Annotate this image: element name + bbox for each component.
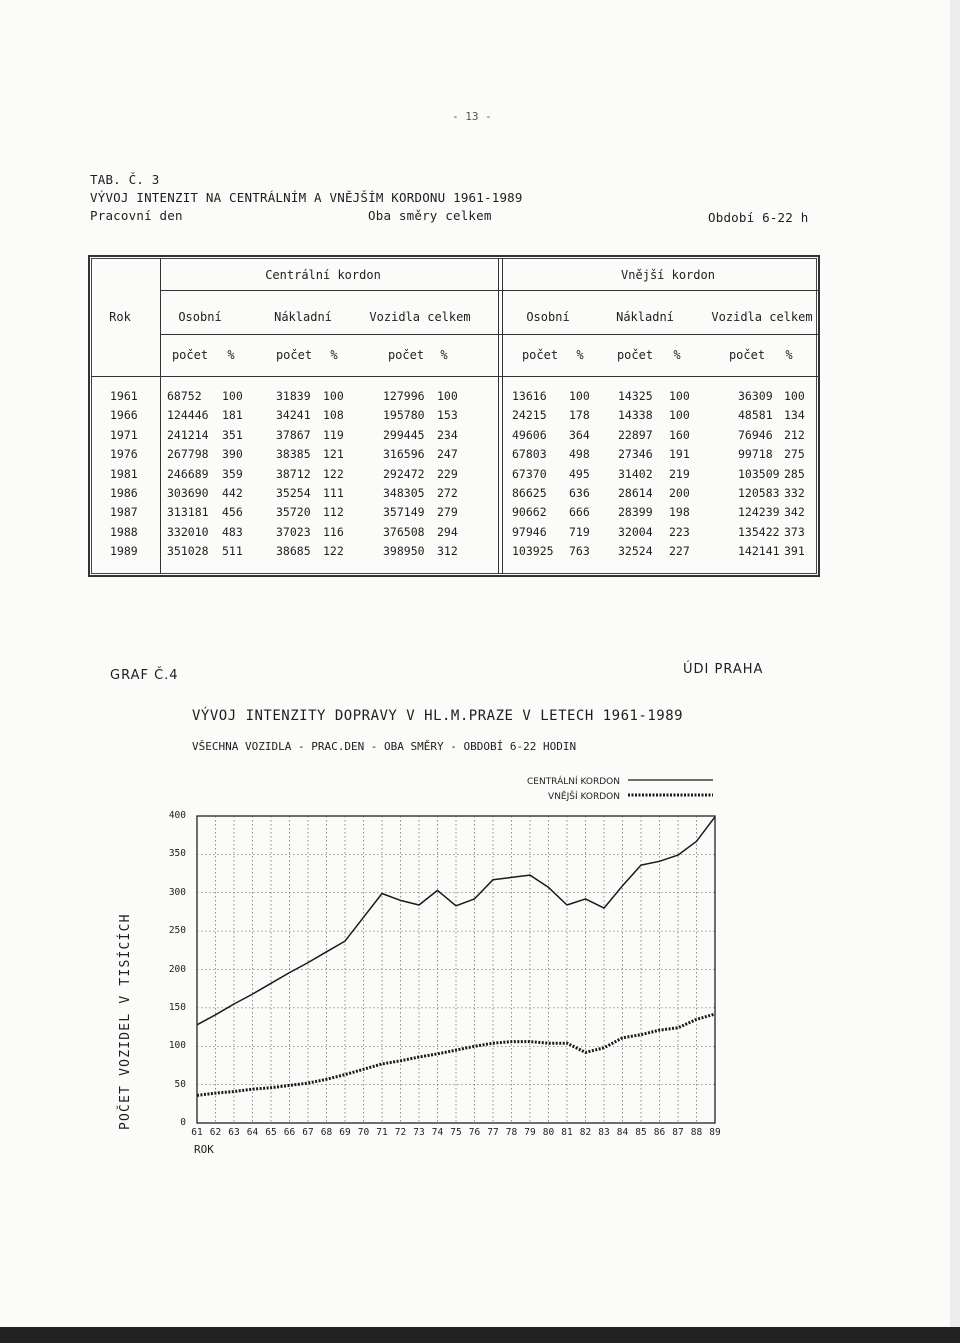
table-cell: 285 <box>784 466 805 481</box>
table-cell: 181 <box>222 408 243 423</box>
table-cell: 351028 <box>167 544 209 559</box>
y-tick-label: 250 <box>168 925 186 937</box>
table-cell: 153 <box>437 408 458 423</box>
x-tick-label: 66 <box>283 1127 296 1138</box>
table-cell: 28614 <box>618 486 653 500</box>
directions: Oba směry celkem <box>368 208 492 223</box>
table-cell: 24215 <box>512 408 547 423</box>
table-cell: 97946 <box>512 524 547 539</box>
x-tick-label: 80 <box>542 1127 555 1138</box>
row-year: 1976 <box>110 447 138 462</box>
table-cell: 219 <box>669 466 690 481</box>
x-tick-label: 85 <box>635 1127 647 1138</box>
row-year: 1966 <box>110 408 138 423</box>
subheader-pocet: počet <box>728 348 766 362</box>
table-cell: 31402 <box>618 466 653 481</box>
row-year: 1987 <box>110 505 138 520</box>
scan-bottom-edge <box>0 1327 960 1343</box>
table-cell: 292472 <box>383 466 425 481</box>
table-cell: 14338 <box>618 408 653 423</box>
table-cell: 391 <box>784 544 805 559</box>
table-cell: 48581 <box>738 408 773 423</box>
table-cell: 191 <box>669 447 690 462</box>
table-cell: 124239 <box>738 505 780 520</box>
table-cell: 68752 <box>167 389 202 403</box>
table-divider <box>160 258 161 574</box>
table-cell: 495 <box>569 466 590 481</box>
table-cell: 120583 <box>738 486 780 500</box>
x-tick-label: 81 <box>561 1127 573 1138</box>
x-axis-label: ROK <box>194 1143 214 1156</box>
table-cell: 279 <box>437 505 458 520</box>
header-outer-kordon: Vnější kordon <box>621 268 715 282</box>
table-divider <box>498 258 499 574</box>
x-tick-label: 76 <box>468 1127 481 1138</box>
series-line-centralni-kordon <box>197 817 715 1025</box>
row-year: 1971 <box>110 427 138 442</box>
x-tick-label: 70 <box>357 1127 370 1138</box>
table-cell: 332 <box>784 486 805 500</box>
x-tick-label: 62 <box>209 1127 222 1138</box>
table-cell: 483 <box>222 524 243 539</box>
table-cell: 13616 <box>512 389 547 403</box>
table-cell: 103509 <box>738 466 780 481</box>
row-year: 1988 <box>110 524 138 539</box>
table-cell: 511 <box>222 544 243 559</box>
table-cell: 28399 <box>618 505 653 520</box>
x-tick-label: 89 <box>709 1127 721 1138</box>
graph-title: VÝVOJ INTENZITY DOPRAVY V HL.M.PRAZE V LETECH 1961-1989 <box>192 708 684 724</box>
x-tick-label: 68 <box>320 1127 333 1138</box>
header-osobni: Osobní <box>526 310 570 324</box>
header-vozidla: Vozidla celkem <box>711 310 813 324</box>
x-tick-label: 88 <box>690 1127 703 1138</box>
scan-edge <box>950 0 960 1343</box>
table-cell: 37867 <box>276 427 311 442</box>
table-cell: 34241 <box>276 408 311 423</box>
table-cell: 357149 <box>383 505 425 520</box>
table-cell: 212 <box>784 427 805 442</box>
header-vozidla: Vozidla celkem <box>369 310 471 324</box>
table-cell: 456 <box>222 505 243 520</box>
table-cell: 32524 <box>618 544 653 559</box>
row-year: 1986 <box>110 486 138 500</box>
table-cell: 35720 <box>276 505 311 520</box>
x-tick-label: 77 <box>487 1127 499 1138</box>
y-tick-label: 50 <box>174 1078 186 1090</box>
page-number: - 13 - <box>452 110 492 123</box>
table-cell: 14325 <box>618 389 653 403</box>
header-nakladni: Nákladní <box>616 310 674 324</box>
x-tick-label: 69 <box>339 1127 351 1138</box>
x-tick-label: 84 <box>616 1127 629 1138</box>
table-cell: 100 <box>569 389 590 403</box>
table-title: VÝVOJ INTENZIT NA CENTRÁLNÍM A VNĚJŠÍM KORDONU 1961-1989 <box>90 190 523 205</box>
x-tick-label: 63 <box>228 1127 240 1138</box>
subheader-pct: % <box>785 348 793 362</box>
row-year: 1961 <box>110 389 138 403</box>
y-tick-label: 300 <box>168 886 186 898</box>
table-cell: 116 <box>323 524 344 539</box>
table-cell: 22897 <box>618 427 653 442</box>
table-cell: 127996 <box>383 389 425 403</box>
table-divider <box>502 258 503 574</box>
table-cell: 35254 <box>276 486 311 500</box>
table-cell: 299445 <box>383 427 425 442</box>
table-cell: 275 <box>784 447 805 462</box>
table-divider <box>160 334 818 335</box>
table-cell: 348305 <box>383 486 425 500</box>
table-cell: 100 <box>669 408 690 423</box>
table-cell: 121 <box>323 447 344 462</box>
table-cell: 200 <box>669 486 690 500</box>
table-cell: 223 <box>669 524 690 539</box>
table-cell: 332010 <box>167 524 209 539</box>
x-tick-label: 72 <box>394 1127 407 1138</box>
table-cell: 359 <box>222 466 243 481</box>
subheader-pct: % <box>330 348 338 362</box>
table-cell: 31839 <box>276 389 311 403</box>
day-type: Pracovní den <box>90 208 183 223</box>
table-cell: 234 <box>437 427 458 442</box>
table-cell: 122 <box>323 544 344 559</box>
graph-org: ÚDI PRAHA <box>683 662 764 677</box>
table-cell: 241214 <box>167 427 209 442</box>
table-cell: 351 <box>222 427 243 442</box>
row-year: 1989 <box>110 544 138 559</box>
table-cell: 313181 <box>167 505 209 520</box>
header-osobni: Osobní <box>178 310 222 324</box>
x-tick-label: 64 <box>246 1127 259 1138</box>
subheader-pocet: počet <box>387 348 425 362</box>
table-cell: 37023 <box>276 524 311 539</box>
table-cell: 100 <box>323 389 344 403</box>
table-cell: 36309 <box>738 389 773 403</box>
table-cell: 103925 <box>512 544 554 559</box>
table-cell: 342 <box>784 505 805 520</box>
table-cell: 195780 <box>383 408 425 423</box>
header-rok: Rok <box>109 310 131 324</box>
x-tick-label: 74 <box>431 1127 444 1138</box>
x-tick-label: 78 <box>505 1127 518 1138</box>
table-cell: 364 <box>569 427 590 442</box>
series-line-vnejsi-kordon <box>197 1014 715 1095</box>
y-axis-label: POČET VOZIDEL V TISÍCÍCH <box>118 913 133 1130</box>
table-cell: 636 <box>569 486 590 500</box>
subheader-pct: % <box>576 348 584 362</box>
table-cell: 229 <box>437 466 458 481</box>
table-cell: 198 <box>669 505 690 520</box>
graph-label: GRAF Č.4 <box>110 668 179 683</box>
table-cell: 119 <box>323 427 344 442</box>
table-cell: 247 <box>437 447 458 462</box>
table-cell: 376508 <box>383 524 425 539</box>
table-cell: 67370 <box>512 466 547 481</box>
y-tick-label: 100 <box>168 1040 186 1052</box>
table-cell: 122 <box>323 466 344 481</box>
table-cell: 76946 <box>738 427 773 442</box>
header-central-kordon: Centrální kordon <box>265 268 381 282</box>
table-cell: 267798 <box>167 447 209 462</box>
x-tick-label: 82 <box>579 1127 592 1138</box>
y-tick-label: 150 <box>168 1001 186 1013</box>
table-cell: 32004 <box>618 524 653 539</box>
x-tick-label: 87 <box>672 1127 684 1138</box>
table-cell: 398950 <box>383 544 425 559</box>
x-tick-label: 86 <box>653 1127 666 1138</box>
table-cell: 272 <box>437 486 458 500</box>
table-cell: 108 <box>323 408 344 423</box>
subheader-pocet: počet <box>275 348 313 362</box>
x-tick-label: 79 <box>524 1127 536 1138</box>
subheader-pct: % <box>227 348 235 362</box>
row-year: 1981 <box>110 466 138 481</box>
legend-label: CENTRÁLNÍ KORDON <box>526 777 620 787</box>
table-label: TAB. Č. 3 <box>90 172 160 187</box>
table-cell: 111 <box>323 486 344 500</box>
x-tick-label: 83 <box>598 1127 610 1138</box>
table-cell: 246689 <box>167 466 209 481</box>
table-cell: 90662 <box>512 505 547 520</box>
table-cell: 124446 <box>167 408 209 423</box>
table-cell: 38685 <box>276 544 311 559</box>
subheader-pct: % <box>673 348 681 362</box>
x-tick-label: 73 <box>413 1127 425 1138</box>
table-cell: 112 <box>323 505 344 520</box>
x-tick-label: 75 <box>450 1127 462 1138</box>
x-tick-label: 71 <box>376 1127 388 1138</box>
table-cell: 178 <box>569 408 590 423</box>
header-nakladni: Nákladní <box>274 310 332 324</box>
table-cell: 498 <box>569 447 590 462</box>
y-tick-label: 350 <box>168 848 186 860</box>
x-tick-label: 61 <box>191 1127 203 1138</box>
table-cell: 134 <box>784 408 805 423</box>
y-tick-label: 400 <box>168 810 186 821</box>
table-divider <box>91 376 818 377</box>
y-tick-label: 200 <box>168 963 186 975</box>
subheader-pocet: počet <box>521 348 559 362</box>
table-cell: 38385 <box>276 447 311 462</box>
y-tick-label: 0 <box>180 1117 186 1128</box>
table-cell: 38712 <box>276 466 311 481</box>
table-cell: 135422 <box>738 524 780 539</box>
table-cell: 227 <box>669 544 690 559</box>
x-tick-label: 65 <box>265 1127 277 1138</box>
subheader-pct: % <box>440 348 448 362</box>
table-cell: 142141 <box>738 544 780 559</box>
table-cell: 763 <box>569 544 590 559</box>
table-cell: 99718 <box>738 447 773 462</box>
table-cell: 312 <box>437 544 458 559</box>
table-divider <box>160 290 818 291</box>
period: Období 6-22 h <box>708 210 809 225</box>
table-cell: 316596 <box>383 447 425 462</box>
subheader-pocet: počet <box>616 348 654 362</box>
plot-frame <box>197 816 715 1123</box>
table-cell: 719 <box>569 524 590 539</box>
table-cell: 303690 <box>167 486 209 500</box>
chart-grid <box>197 816 715 1123</box>
table-cell: 666 <box>569 505 590 520</box>
subheader-pocet: počet <box>171 348 209 362</box>
table-cell: 100 <box>437 389 458 403</box>
table-cell: 86625 <box>512 486 547 500</box>
chart-legend <box>527 775 713 802</box>
chart-series <box>197 817 715 1096</box>
legend-label: VNĚJŠÍ KORDON <box>548 792 620 802</box>
x-tick-label: 67 <box>302 1127 314 1138</box>
table-cell: 390 <box>222 447 243 462</box>
table-cell: 49606 <box>512 427 547 442</box>
table-cell: 100 <box>669 389 690 403</box>
table-cell: 67803 <box>512 447 547 462</box>
table-cell: 27346 <box>618 447 653 462</box>
table-cell: 160 <box>669 427 690 442</box>
table-cell: 100 <box>222 389 243 403</box>
graph-subtitle: VŠECHNA VOZIDLA - PRAC.DEN - OBA SMĚRY - OBDOBÍ 6-22 HODIN <box>192 740 577 753</box>
table-cell: 100 <box>784 389 805 403</box>
table-cell: 373 <box>784 524 805 539</box>
table-cell: 442 <box>222 486 243 500</box>
table-cell: 294 <box>437 524 458 539</box>
